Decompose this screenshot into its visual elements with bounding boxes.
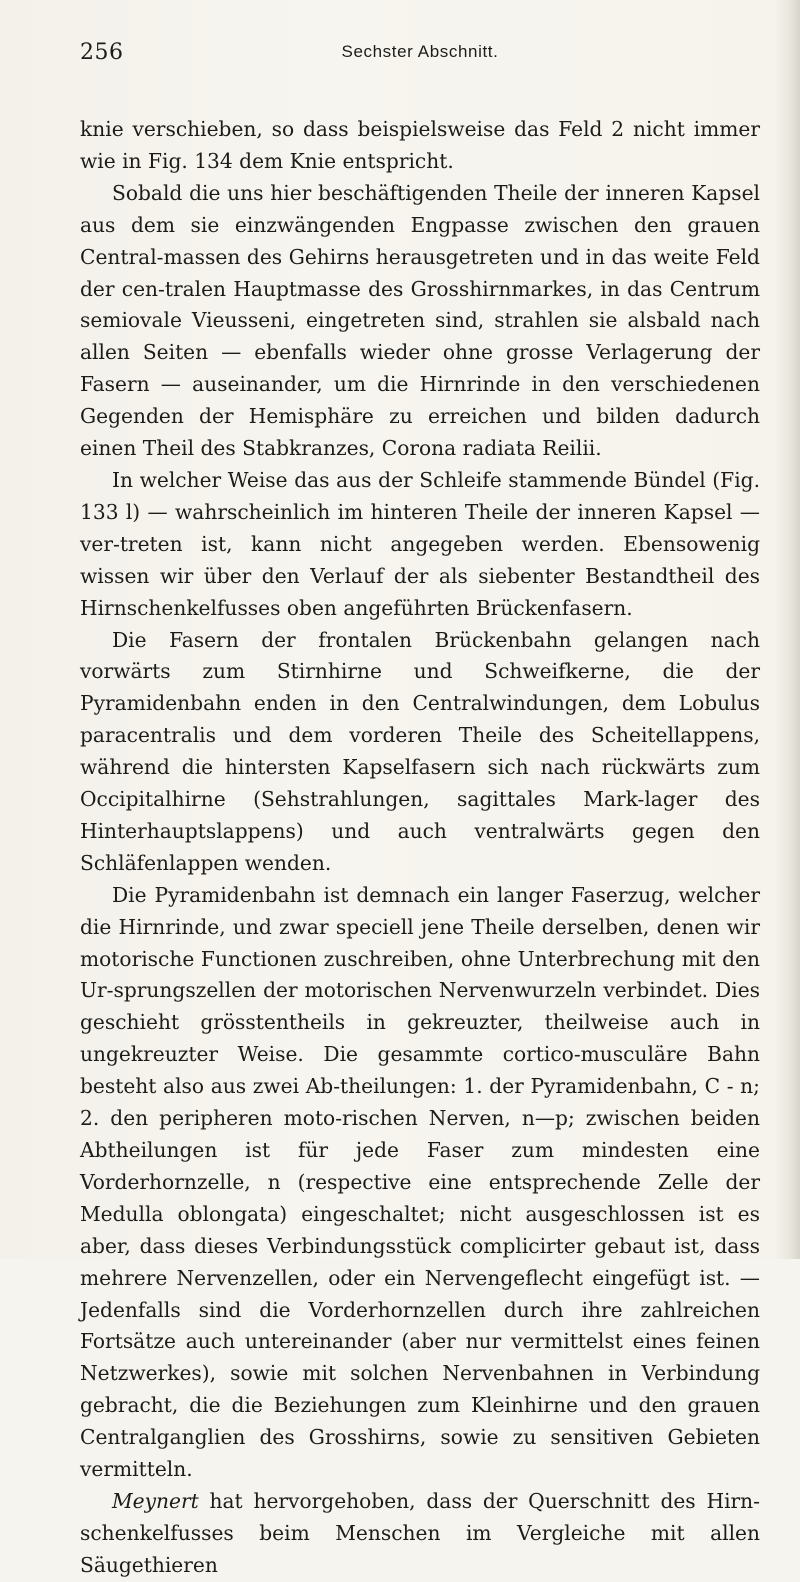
paragraph-corona-radiata: Sobald die uns hier beschäftigenden Theile der inneren Kapsel aus dem sie einzwängenden Engpasse zwischen den grauen Central-massen des Gehirns herausgetreten und in das weite Feld der cen-tralen Hauptmasse des Grosshirnmarkes, in das Centrum semiovale Vieusseni, eingetreten sind, strahlen sie alsbald nach allen Seiten — ebenfalls wieder ohne grosse Verlagerung der Fasern — auseinander, um die Hirnrinde in den verschiedenen Gegenden der Hemisphäre zu erreichen und bilden dadurch einen Theil des Stabkranzes, Corona radiata Reilii. [80, 180, 760, 461]
running-title: Sechster Abschnitt. [341, 42, 499, 61]
paragraph-meynert [80, 1486, 760, 1582]
page-edge-shadow [774, 0, 800, 1259]
author-name-meynert: Meynert [112, 1488, 199, 1513]
paragraph-brueckenbahn: Die Fasern der frontalen Brückenbahn gelangen nach vorwärts zum Stirnhirne und Schweifkerne, die der Pyramidenbahn enden in den Centralwindungen, dem Lobulus paracentralis und dem vorderen Theile des Scheitellappens, während die hintersten Kapselfasern sich nach rückwärts zum Occipitalhirne (Sehstrahlungen, sagittales Mark-lager des Hinterhauptslappens) und auch ventralwärts gegen den Schläfenlappen wenden. [80, 627, 760, 875]
page-header [80, 40, 760, 70]
paragraph-schleife-buendel: In welcher Weise das aus der Schleife stammende Bündel (Fig. 133 l) — wahrscheinlich im hinteren Theile der inneren Kapsel — ver-treten ist, kann nicht angegeben werden. Ebensowenig wissen wir über den Verlauf der als siebenter Bestandtheil des Hirnschenkelfusses oben angeführten Brückenfasern. [80, 467, 760, 620]
paragraph-pyramidenbahn: Die Pyramidenbahn ist demnach ein langer Faserzug, welcher die Hirnrinde, und zwar speciell jene Theile derselben, denen wir motorische Functionen zuschreiben, ohne Unterbrechung mit den Ur-sprungszellen der motorischen Nervenwurzeln verbindet. Dies geschieht grösstentheils in gekreuzter, theilweise auch in ungekreuzter Weise. Die gesammte cortico-musculäre Bahn besteht also aus zwei Ab-theilungen: 1. der Pyramidenbahn, C - n; 2. den peripheren moto-rischen Nerven, n—p; zwischen beiden Abtheilungen ist für jede Faser zum mindesten eine Vorderhornzelle, n (respective eine entsprechende Zelle der Medulla oblongata) eingeschaltet; nicht ausgeschlossen ist es aber, dass dieses Verbindungsstück complicirter gebaut ist, dass mehrere Nervenzellen, oder ein Nervengeflecht eingefügt ist. — Jedenfalls sind die Vorderhornzellen durch ihre zahlreichen Fortsätze auch untereinander (aber nur vermittelst eines feinen Netzwerkes), sowie mit solchen Nervenbahnen in Verbindung gebracht, die die Beziehungen zum Kleinhirne und den grauen Centralganglien des Grosshirns, sowie zu sensitiven Gebieten vermitteln. [80, 882, 760, 1482]
page-number: 256 [80, 40, 124, 65]
paragraph-meynert-text: hat hervorgehoben, dass der Querschnitt des Hirn-schenkelfusses beim Menschen im Vergleiche mit allen Säugethieren [80, 1488, 760, 1577]
paragraph-continuation: knie verschieben, so dass beispielsweise das Feld 2 nicht immer wie in Fig. 134 dem Knie entspricht. [80, 117, 760, 173]
body-text [80, 114, 760, 1582]
